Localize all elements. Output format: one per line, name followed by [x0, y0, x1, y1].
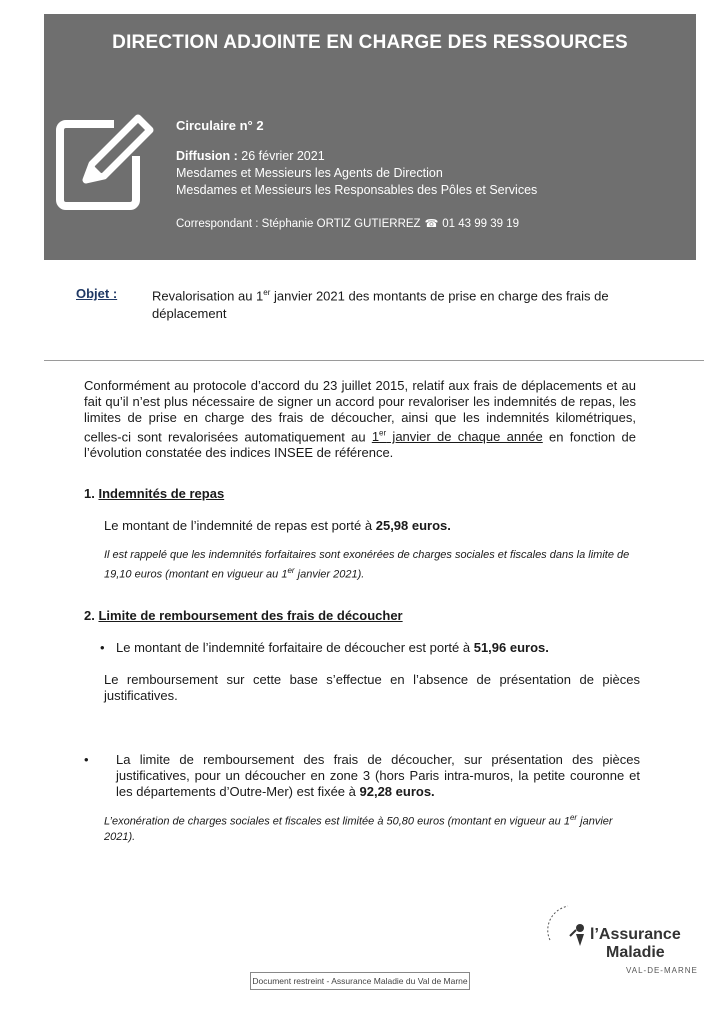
- header-banner: [44, 14, 696, 260]
- diffusion-label: Diffusion :: [176, 149, 238, 163]
- section1-note-b: janvier 2021).: [294, 568, 365, 581]
- section-number: 1.: [84, 486, 95, 501]
- correspondant-line: [176, 217, 519, 230]
- logo-line-1: l’Assurance: [590, 926, 681, 943]
- intro-ul-2: janvier de chaque année: [386, 429, 543, 445]
- section-title-1: [84, 486, 224, 501]
- section-title-2: [84, 608, 403, 623]
- objet-text: [152, 284, 652, 323]
- objet-label: Objet :: [76, 286, 118, 301]
- section2-note-a: L’exonération de charges sociales et fiscales est limitée à 50,80 euros (montant en vigueur au 1: [104, 815, 570, 828]
- intro-text-b: en fonction de l’évolution constatée des indices INSEE de référence.: [84, 429, 636, 461]
- divider: [44, 360, 704, 361]
- objet-text-b: janvier 2021 des montants de prise en charge des frais de déplacement: [152, 288, 609, 322]
- section2-paragraph: Le remboursement sur cette base s’effectue en l’absence de présentation de pièces justificatives.: [104, 672, 640, 703]
- phone-number: 01 43 99 39 19: [442, 218, 520, 230]
- footer-notice: Document restreint - Assurance Maladie du Val de Marne: [250, 972, 470, 990]
- bullet1-amount: 51,96 euros.: [473, 640, 549, 655]
- recipient-line: Mesdames et Messieurs les Agents de Direction: [176, 166, 443, 180]
- section1-note: [104, 548, 638, 583]
- section2-bullet-1: [100, 640, 640, 656]
- assurance-maladie-logo: [540, 900, 700, 980]
- section1-text: [104, 518, 451, 534]
- logo-line-2: Maladie: [606, 944, 665, 961]
- bullet-icon: •: [100, 640, 105, 655]
- bullet-icon: •: [84, 752, 89, 767]
- circular-number: Circulaire n° 2: [176, 118, 264, 133]
- section1-text-body: Le montant de l’indemnité de repas est porté à: [104, 518, 376, 533]
- phone-icon: ☎: [424, 218, 439, 230]
- correspondant-name: Correspondant : Stéphanie ORTIZ GUTIERREZ: [176, 218, 421, 230]
- recipient-line: Mesdames et Messieurs les Responsables des Pôles et Services: [176, 183, 538, 197]
- bullet2-amount: 92,28 euros.: [359, 784, 435, 799]
- section2-note-sup: er: [569, 813, 578, 822]
- section-number: 2.: [84, 608, 95, 623]
- intro-ul-1: 1: [371, 429, 380, 445]
- section2-note-b: janvier 2021).: [104, 815, 613, 843]
- diffusion-line: [176, 149, 325, 163]
- page-title: DIRECTION ADJOINTE EN CHARGE DES RESSOURCES: [112, 32, 628, 53]
- intro-paragraph: [84, 378, 636, 461]
- section1-note-sup: er: [287, 566, 295, 575]
- section2-bullet-2: [84, 752, 640, 800]
- bullet1-text: Le montant de l’indemnité forfaitaire de découcher est porté à: [116, 640, 474, 655]
- section1-note-a: Il est rappelé que les indemnités forfaitaires sont exonérées de charges sociales et fiscales dans la limite de 19,10 euros (montant en vigueur au 1: [104, 549, 630, 581]
- intro-underlined-date: [372, 429, 543, 444]
- section1-amount: 25,98 euros.: [375, 518, 451, 533]
- section-title-text: Indemnités de repas: [98, 486, 225, 501]
- objet-sup: er: [263, 288, 271, 297]
- diffusion-date: 26 février 2021: [241, 149, 325, 163]
- section-title-text: Limite de remboursement des frais de découcher: [98, 608, 403, 623]
- intro-text-a: Conformément au protocole d’accord du 23 juillet 2015, relatif aux frais de déplacements et au fait qu’il n’est plus nécessaire de signer un accord pour revaloriser les indemnités de repas, les limites de prise en charge des frais de découcher, ainsi que les indemnités kilométriques, celles-ci sont revalorisées automatiquement au: [84, 378, 636, 445]
- intro-ul-sup: er: [379, 429, 387, 438]
- edit-icon: [52, 110, 156, 214]
- logo-subtitle: VAL-DE-MARNE: [626, 966, 698, 975]
- section2-note: [104, 810, 640, 845]
- objet-text-a: Revalorisation au 1: [152, 288, 264, 304]
- bullet2-text: La limite de remboursement des frais de découcher, sur présentation des pièces justificatives, pour un découcher en zone 3 (hors Paris intra-muros, la petite couronne et les départements d’Outre-Mer) est fixée à: [116, 752, 640, 799]
